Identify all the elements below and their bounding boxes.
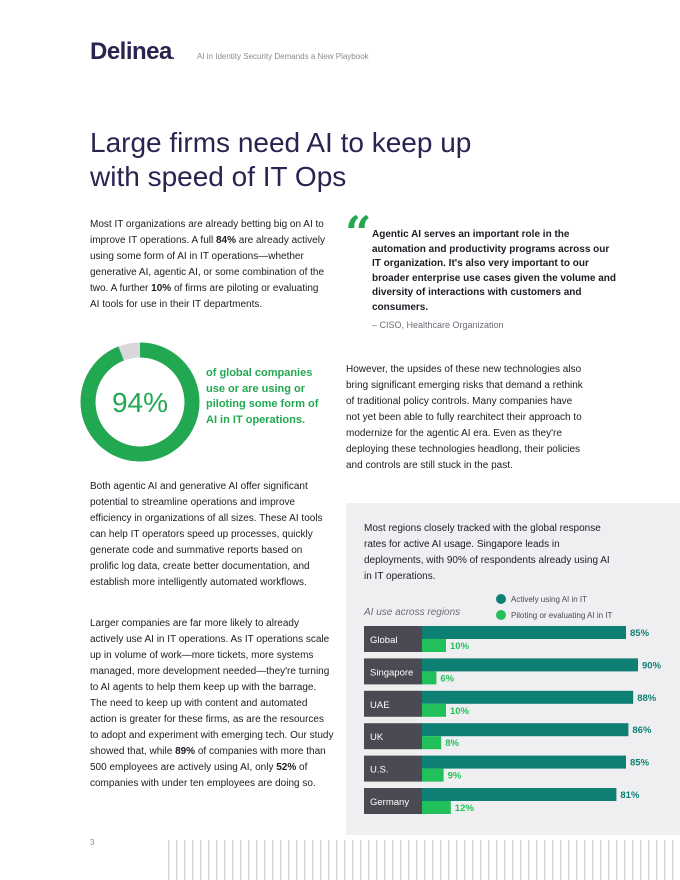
large-companies-paragraph: Larger companies are far more likely to already actively use AI in IT operations. As IT operations scale up in volume of work—more tickets, more systems managed, more development needed—they're turning to AI agents to help them keep up with the barrage. The need to keep up with content and automated action is greater for these firms, as are the resources to adopt and experiment with emerging tech. Our study showed that, while 89% of companies with more than 500 employees are actively using AI, only 52% of companies with under ten employees are doing so. xyxy=(90,618,334,789)
legend-dot-icon xyxy=(496,610,506,620)
legend-item-piloting xyxy=(496,607,612,623)
intro-paragraph: Most IT organizations are already betting big on AI to improve IT operations. A full 84% are already actively using some form of AI in IT operations—whether generative AI, agentic AI, or some combination of the two. A further 10% of firms are piloting or evaluating AI tools for use in their IT departments. xyxy=(90,219,325,310)
value-piloting-singapore: 6% xyxy=(440,673,455,685)
donut-value: 94% xyxy=(111,387,169,418)
region-label-global: Global xyxy=(370,635,398,646)
intro-stat-84: 84% xyxy=(216,235,237,246)
bar-active-uk xyxy=(422,723,628,736)
stat-donut xyxy=(80,342,200,462)
pull-quote: Agentic AI serves an important role in the automation and productivity programs across our IT organization. It's also very important to our broader enterprise use cases given the volume and diversity of interactions with customers and consumers. xyxy=(372,229,616,313)
region-label-germany: Germany xyxy=(370,797,410,808)
value-piloting-u-s: 9% xyxy=(447,770,462,782)
bar-active-germany xyxy=(422,788,616,801)
footer-stripes xyxy=(168,840,680,880)
legend-dot-icon xyxy=(496,594,506,604)
chart-title: AI use across regions xyxy=(364,607,461,618)
value-active-uae: 88% xyxy=(637,692,657,704)
value-piloting-uk: 8% xyxy=(445,738,459,750)
page-number: 3 xyxy=(90,838,95,847)
legend-label-piloting: Piloting or evaluating AI in IT xyxy=(511,610,613,620)
benefits-paragraph: Both agentic AI and generative AI offer significant potential to streamline operations and improve efficiency in organizations of all sizes. These AI tools can help IT operators speed up processes, quickly generate code and summative reports based on prolific log data, create better documentation, and establish more intelligently automated workflows. xyxy=(90,481,323,588)
regions-intro: Most regions closely tracked with the global response rates for active AI usage. Singapore leads in deployments, with 90% of respondents already using AI in IT operations. xyxy=(364,523,610,582)
value-active-uk: 86% xyxy=(632,725,652,737)
bar-active-u-s xyxy=(422,756,626,769)
document-subtitle: AI in Identity Security Demands a New Playbook xyxy=(197,52,369,61)
value-active-singapore: 90% xyxy=(642,660,662,672)
bar-piloting-u-s xyxy=(422,769,444,782)
delinea-logo: Delinea. xyxy=(90,38,175,65)
bar-active-uae xyxy=(422,691,633,704)
legend-label-active: Actively using AI in IT xyxy=(511,594,588,604)
value-piloting-global: 10% xyxy=(450,641,470,652)
bar-piloting-uk xyxy=(422,736,441,749)
stat-89: 89% xyxy=(175,746,196,757)
region-label-uae: UAE xyxy=(370,699,390,711)
bar-piloting-uae xyxy=(422,704,446,717)
legend-item-active xyxy=(496,591,612,607)
intro-stat-10: 10% xyxy=(151,283,172,294)
page-title: Large firms need AI to keep up with speed of IT Ops xyxy=(90,127,472,192)
value-active-u-s: 85% xyxy=(630,757,650,769)
bar-active-singapore xyxy=(422,658,638,671)
quote-attribution: – CISO, Healthcare Organization xyxy=(372,320,504,330)
value-piloting-germany: 12% xyxy=(454,803,474,814)
bar-piloting-global xyxy=(422,639,446,652)
stat-52: 52% xyxy=(276,762,297,773)
region-label-u-s: U.S. xyxy=(370,764,389,776)
regions-bar-chart xyxy=(364,622,664,822)
region-label-singapore: Singapore xyxy=(370,667,414,679)
value-active-germany: 81% xyxy=(620,790,640,801)
value-piloting-uae: 10% xyxy=(450,705,470,717)
bar-piloting-germany xyxy=(422,801,451,814)
bar-active-global xyxy=(422,626,626,639)
chart-legend xyxy=(496,591,612,623)
bar-piloting-singapore xyxy=(422,671,436,684)
quote-mark-icon: “ xyxy=(345,206,372,260)
risk-paragraph: However, the upsides of these new technologies also bring significant emerging risks that demand a rethink of traditional policy controls. Many companies have not yet been able to fully rearchitect their approach to modernize for the agentic AI era. Even as they're deploying these technologies headlong, their policies and controls are still stuck in the past. xyxy=(346,364,583,471)
region-label-uk: UK xyxy=(370,732,384,744)
value-active-global: 85% xyxy=(630,628,650,639)
stat-label: of global companies use or are using or piloting some form of AI in IT operations. xyxy=(206,367,319,426)
